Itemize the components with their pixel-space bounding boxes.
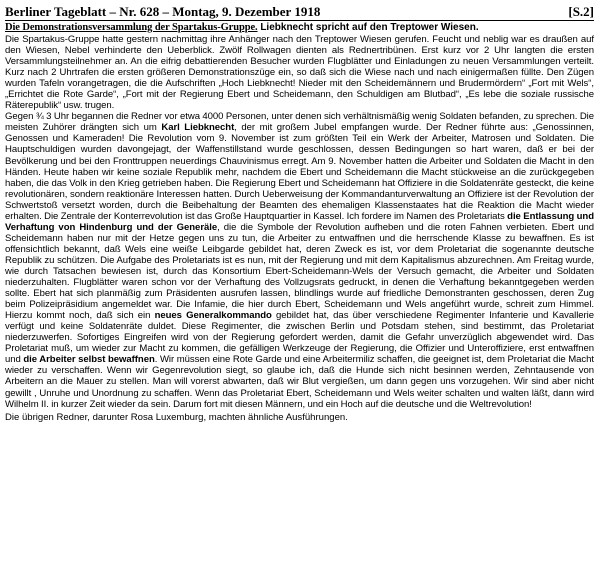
command-emphasis: neues Generalkommando bbox=[154, 310, 272, 322]
article-headline: Die Demonstrationsversammlung der Spartakus-Gruppe. bbox=[5, 22, 258, 33]
paragraph-intro: Die Spartakus-Gruppe hatte gestern nachmittag ihre Anhänger nach den Treptower Wiesen gerufen. Feucht und neblig war es draußen auf den Wiesen, Nebel verhinderte den Ueberblick. Zwölf Rollwagen dienten als Rednertribünen. Erst kurz vor 2 Uhr langten die ersten Versammlungsteilnehmer an. An die eifrig debattierenden Besucher wurden Flugblätter und Einladungen zu neuen Versammlungen verteilt. Kurz nach 2 Uhrtrafen die ersten größeren Demonstrationszüge ein, so daß sich die Wiese nach und nach einigermaßen füllte. Den Zügen wurden Tafeln vorangetragen, die die Aufschriften „Hoch Liebknecht! Nieder mit den Scheidemännern und Brudermördern“ „Fort mit Wels“, „Errichtet die Rote Garde“, „Fort mit der Regierung Ebert und Scheidemann, den Schuldigen am Blutbad“, „Es lebe die soziale russische Räterepublik“ usw. trugen. bbox=[5, 34, 594, 112]
speech-text-2: , der mit großem Jubel empfangen wurde. Der Redner führte aus: „Genossinnen, Genossen und Kameraden! Die Revolution vom 9. November ist zum größten Teil ein Werk der Arbeiter, Matrosen und Soldaten. Die Hauptschuldigen wurden davongejagt, der Waffenstillstand wurde geschlossen, dessen Bedingungen so hart waren, daß er bei der Bevölkerung und bei den Fronttruppen neuerdings Chauvinismus erregt. Am 9. November hatten die Arbeiter und Soldaten die Macht in den Händen. Heute haben wir keine soziale Republik mehr, nachdem die Ebert und Scheidemann die Macht stückweise an die zurückgegeben haben, die das Volk in den Krieg getrieben haben. Die Regierung Ebert und Scheidemann hat Offiziere in die Soldatenräte gesteckt, die keine revolutionären, sondern reaktionäre Interessen hatten. Durch Ueberweisung der Kommandanturverwaltung an Offiziere ist der Revolution der Schwertstoß versetzt worden, durch die Beibehaltung der Beamten des ehemaligen Klassenstaates hat die Reaktion die Macht wieder erhalten. Die Zentrale der Konterrevolution ist das Große Hauptquartier in Kassel. Ich fordere im Namen des Proletariats bbox=[5, 122, 594, 222]
paper-issue-line: Berliner Tageblatt – Nr. 628 – Montag, 9. Dezember 1918 bbox=[5, 4, 321, 19]
paragraph-speech bbox=[5, 111, 594, 409]
masthead bbox=[5, 4, 594, 19]
speech-text-3: , die die Symbole der Revolution aufheben und die roten Fahnen verbieten. Ebert und Scheidemann haben nur mit der Hetze gegen uns zu tun, die Arbeiter zu entwaffnen und die herrschende Klasse zu bewaffnen. Es ist offensichtlich bekannt, daß Wels eine weiße Leibgarde gebildet hat, deren Zweck es ist, vor dem Proletariat die sogenannte deutsche Republik zu schützen. Die Aufgabe des Proletariats ist es nun, mit der Regierung und mit dem Kapitalismus abzurechnen. Am Freitag wurde, wie durch Tatsachen bewiesen ist, durch das Konsortium Ebert-Scheidemann-Wels der Versuch gemacht, die Arbeiter und Soldaten niederzuhalten. Flugblätter waren schon vor der Verhaftung des Vollzugsrats gedruckt, in denen die Verhaftung bekanntgegeben werden sollte. Ebert hat sich planmäßig zum Präsidenten ausrufen lassen, blindlings wurde auf friedliche Demonstranten geschossen, deren Zug beim Polizeipräsidium angemeldet war. Die Infamie, die hier durch Ebert, Scheidemann und Wels angeführt wurde, schreit zum Himmel. Hierzu kommt noch, daß sich ein bbox=[5, 221, 594, 322]
demand-emphasis: die Entlassung und Verhaftung von Hindenburg und der Generäle bbox=[5, 210, 594, 233]
headline-line bbox=[5, 22, 594, 34]
article-subheadline: Liebknecht spricht auf den Treptower Wiesen. bbox=[260, 22, 479, 33]
speech-text-1: Gegen ¾ 3 Uhr begannen die Redner vor etwa 4000 Personen, unter denen sich verhältnismäßig wenig Soldaten befanden, zu sprechen. Die meisten Zuhörer drängten sich um bbox=[5, 111, 594, 134]
speaker-name: Karl Liebknecht bbox=[161, 122, 235, 134]
speech-text-4: gebildet hat, das über verschiedene Regimenter Infanterie und Kavallerie verfügt und keine Soldatenräte duldet. Diese Regimenter, die zwischen Berlin und Potsdam stehen, sind bestimmt, das Proletariat niederzuwerfen. Sofortiges Eingreifen wird von der Regierung gefordert werden, damit die Gefahr unverzüglich abgewendet wird. Das Proletariat muß, um wieder zur Macht zu kommen, die gefälligen Werkzeuge der Regierung, die Offizier und Unteroffiziere, erst entwaffnen und bbox=[5, 310, 594, 366]
speech-text-5: . Wir müssen eine Rote Garde und eine Arbeitermiliz schaffen, die geeignet ist, dem Proletariat die Macht wieder zu verschaffen. Wenn wir Gegenrevolution siegt, so glaube ich, daß die Hunde sich nicht besinnen werden, Zehntausende von Arbeitern an die Mauer zu stellen. Man will vorerst abwarten, daß wir Blut vergießen, um dann gegen uns vorzugehen. Wir sind aber nicht gewillt , Unruhe und Unordnung zu schaffen. Wenn das Proletariat Ebert, Scheidemann und Wels weiter schalten und walten läßt, dann wird Wilhelm II. in kurzer Zeit wieder da sein. Darum fort mit diesen Männern, und ein Hoch auf die deutsche und die Weltrevolution! bbox=[5, 354, 594, 410]
page-reference: [S.2] bbox=[568, 4, 594, 19]
armed-emphasis: die Arbeiter selbst bewaffnen bbox=[23, 354, 155, 366]
article-body bbox=[5, 34, 594, 410]
masthead-rule bbox=[5, 20, 594, 21]
closing-line: Die übrigen Redner, darunter Rosa Luxemburg, machten ähnliche Ausführungen. bbox=[5, 411, 348, 423]
